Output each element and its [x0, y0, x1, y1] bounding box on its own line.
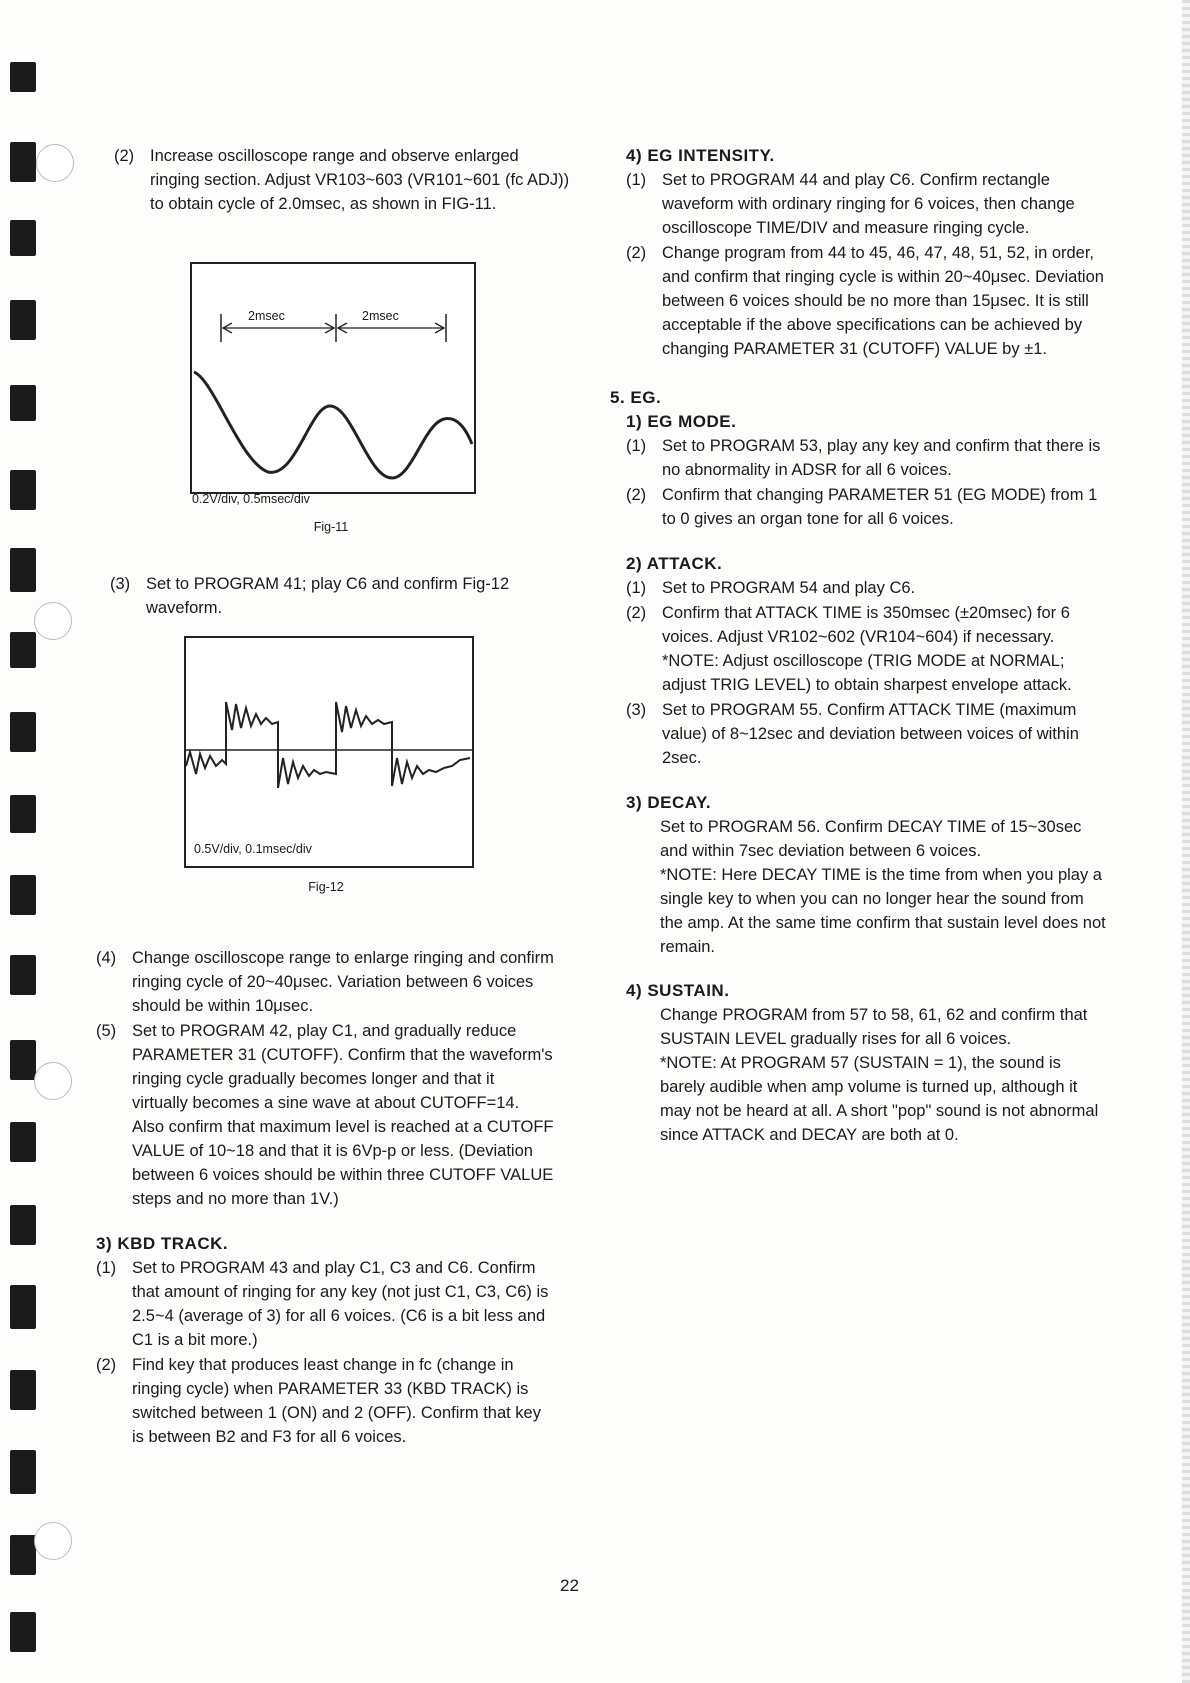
waveform-fig11 [192, 264, 474, 492]
binder-hole [10, 875, 36, 915]
step-text: Confirm that ATTACK TIME is 350msec (±20msec) for 6 voices. Adjust VR102~602 (VR104~604) if necessary. [662, 604, 1070, 646]
binder-hole [10, 1612, 36, 1652]
step-number: (2) [626, 244, 647, 262]
step-number: (2) [96, 1356, 117, 1374]
sustain-text: Change PROGRAM from 57 to 58, 61, 62 and confirm that SUSTAIN LEVEL gradually rises for all 6 voices. [660, 1006, 1088, 1048]
binder-hole [10, 632, 36, 668]
decay-body [626, 815, 1108, 959]
step-text: Set to PROGRAM 44 and play C6. Confirm rectangle waveform with ordinary ringing for 6 voices, then change oscilloscope TIME/DIV and measure ringing cycle. [662, 171, 1075, 237]
left-column-step3 [110, 572, 572, 621]
step-text: Set to PROGRAM 41; play C6 and confirm Fig-12 waveform. [146, 575, 510, 617]
decay-text: Set to PROGRAM 56. Confirm DECAY TIME of 15~30sec and within 7sec deviation between 6 voices. [660, 818, 1082, 860]
step-number: (3) [110, 575, 131, 593]
sustain-note: *NOTE: At PROGRAM 57 (SUSTAIN = 1), the sound is barely audible when amp volume is turned up, although it may not be heard at all. A short "pop" sound is not abnormal since ATTACK and DECAY are both at 0. [660, 1054, 1099, 1144]
figure-12 [184, 636, 474, 868]
figure-11 [190, 262, 476, 494]
step-number: (3) [626, 701, 647, 719]
eg-intensity-heading: 4) EG INTENSITY. [626, 146, 775, 165]
punch-hole [34, 1062, 72, 1100]
fig11-scale: 0.2V/div, 0.5msec/div [192, 492, 310, 506]
step-number: (4) [96, 949, 117, 967]
decay-note: *NOTE: Here DECAY TIME is the time from when you play a single key to when you can no longer hear the sound from the amp. At the same time confirm that sustain level does not remain. [660, 866, 1106, 956]
step-number: (2) [114, 147, 135, 165]
decay-heading: 3) DECAY. [626, 793, 712, 812]
step-number: (1) [626, 579, 647, 597]
step-text: Find key that produces least change in fc (change in ringing cycle) when PARAMETER 33 (KBD TRACK) is switched between 1 (ON) and 2 (OFF). Confirm that key is between B2 and F3 for all 6 voices. [132, 1356, 541, 1446]
binder-hole [10, 955, 36, 995]
step-text: Increase oscilloscope range and observe enlarged ringing section. Adjust VR103~603 (VR101~601 (fc ADJ)) to obtain cycle of 2.0msec, as shown in FIG-11. [150, 147, 570, 213]
left-column-top [114, 144, 570, 217]
fig12-caption: Fig-12 [308, 880, 344, 894]
step-3 [110, 572, 572, 620]
binder-hole [10, 1370, 36, 1410]
step-number: (1) [96, 1259, 117, 1277]
eg-intensity-step-1 [626, 168, 1108, 240]
binder-edge [0, 0, 70, 1683]
step-text: Change oscilloscope range to enlarge ringing and confirm ringing cycle of 20~40μsec. Variation between 6 voices should be within 10μsec. [132, 949, 554, 1015]
left-column-bottom [96, 946, 554, 1450]
waveform-fig12 [186, 638, 472, 866]
binder-hole [10, 1285, 36, 1329]
binder-hole [10, 712, 36, 752]
punch-hole [36, 144, 74, 182]
eg-section-heading: 5. EG. [610, 388, 662, 407]
binder-hole [10, 1040, 36, 1080]
eg-intensity-step-2 [626, 241, 1108, 361]
step-2 [114, 144, 570, 216]
binder-hole [10, 1205, 36, 1245]
binder-hole [10, 548, 36, 592]
interval-label: 2msec [362, 309, 399, 323]
sustain-body [626, 1003, 1108, 1147]
binder-hole [10, 142, 36, 182]
eg-mode-step-2 [626, 483, 1108, 531]
attack-note: *NOTE: Adjust oscilloscope (TRIG MODE at NORMAL; adjust TRIG LEVEL) to obtain sharpest envelope attack. [662, 652, 1072, 694]
punch-hole [34, 1522, 72, 1560]
step-text: Set to PROGRAM 53, play any key and confirm that there is no abnormality in ADSR for all 6 voices. [662, 437, 1101, 479]
binder-hole [10, 62, 36, 92]
eg-mode-step-1 [626, 434, 1108, 482]
step-number: (1) [626, 171, 647, 189]
page-edge [1182, 0, 1190, 1683]
binder-hole [10, 1535, 36, 1575]
kbd-step-1 [96, 1256, 554, 1352]
fig12-scale: 0.5V/div, 0.1msec/div [194, 842, 312, 856]
binder-hole [10, 220, 36, 256]
kbd-step-2 [96, 1353, 554, 1449]
binder-hole [10, 385, 36, 421]
page-number: 22 [560, 1576, 579, 1595]
step-number: (2) [626, 486, 647, 504]
step-text: Set to PROGRAM 43 and play C1, C3 and C6. Confirm that amount of ringing for any key (not just C1, C3, C6) is 2.5~4 (average of 3) for all 6 voices. (C6 is a bit less and C1 is a bit more.) [132, 1259, 549, 1349]
right-column [610, 144, 1108, 1147]
binder-hole [10, 1450, 36, 1494]
attack-step-3 [626, 698, 1108, 770]
step-number: (1) [626, 437, 647, 455]
fig11-caption: Fig-11 [313, 520, 349, 534]
kbd-track-heading: 3) KBD TRACK. [96, 1234, 229, 1253]
punch-hole [34, 602, 72, 640]
step-text: Set to PROGRAM 54 and play C6. [662, 579, 916, 597]
attack-step-1 [626, 576, 1108, 600]
sustain-heading: 4) SUSTAIN. [626, 981, 730, 1000]
step-number: (5) [96, 1022, 117, 1040]
binder-hole [10, 300, 36, 340]
binder-hole [10, 795, 36, 833]
attack-heading: 2) ATTACK. [626, 554, 723, 573]
binder-hole [10, 470, 36, 510]
step-4 [96, 946, 554, 1018]
binder-hole [10, 1122, 36, 1162]
step-5 [96, 1019, 554, 1211]
attack-step-2 [626, 601, 1108, 697]
step-number: (2) [626, 604, 647, 622]
step-text: Set to PROGRAM 42, play C1, and gradually reduce PARAMETER 31 (CUTOFF). Confirm that the waveform's ringing cycle gradually becomes longer and that it virtually becomes a sine wave at about CUTOFF=14. Also confirm that maximum level is reached at a CUTOFF VALUE of 10~18 and that it is 6Vp-p or less. (Deviation between 6 voices should be within three CUTOFF VALUE steps and no more than 1V.) [132, 1022, 554, 1208]
step-text: Set to PROGRAM 55. Confirm ATTACK TIME (maximum value) of 8~12sec and deviation between voices of within 2sec. [662, 701, 1079, 767]
interval-label: 2msec [248, 309, 285, 323]
step-text: Change program from 44 to 45, 46, 47, 48, 51, 52, in order, and confirm that ringing cycle is within 20~40μsec. Deviation between 6 voices should be no more than 15μsec. It is still acceptable if the above specifications can be achieved by changing PARAMETER 31 (CUTOFF) VALUE by ±1. [662, 244, 1104, 358]
step-text: Confirm that changing PARAMETER 51 (EG MODE) from 1 to 0 gives an organ tone for all 6 voices. [662, 486, 1098, 528]
eg-mode-heading: 1) EG MODE. [626, 412, 737, 431]
